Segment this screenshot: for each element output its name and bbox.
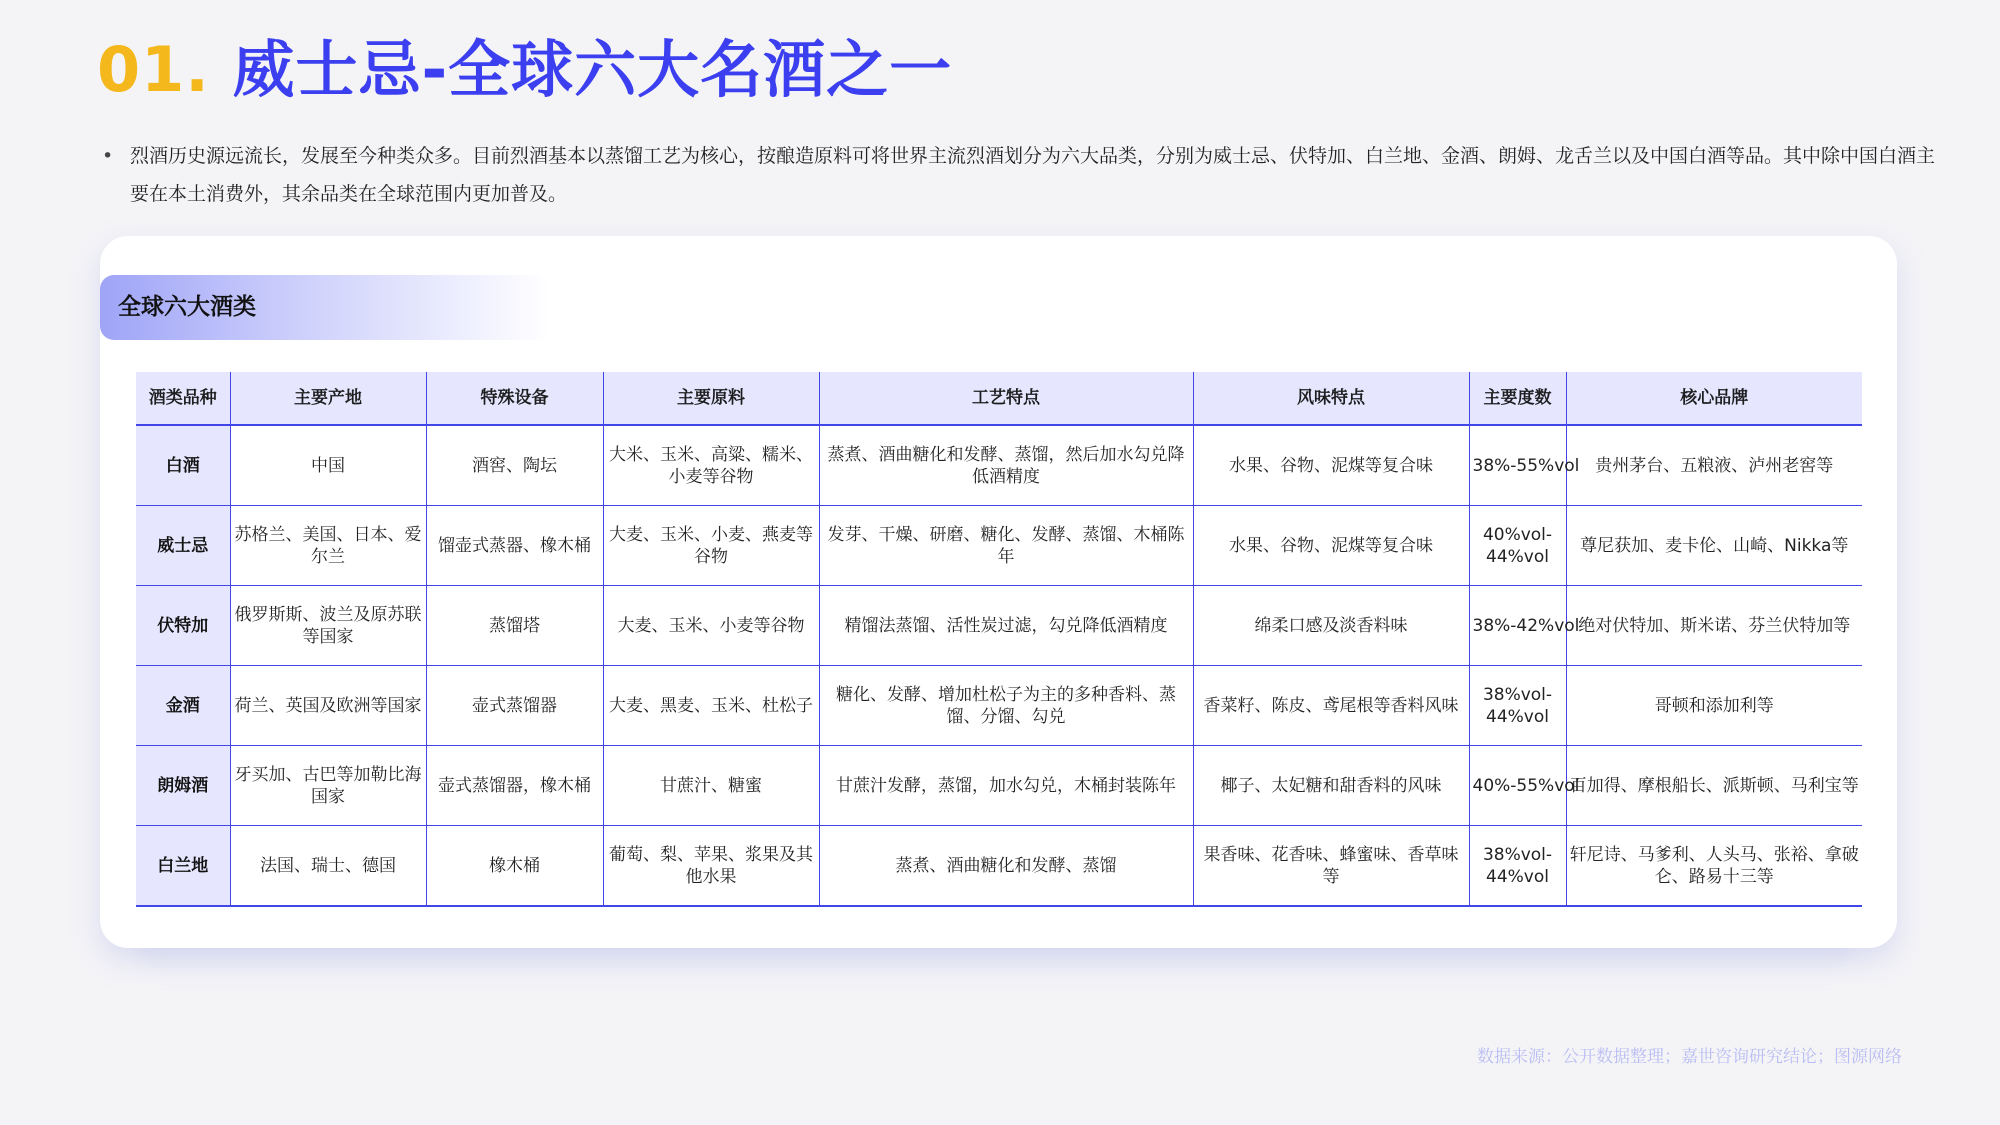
table-cell: 蒸煮、酒曲糖化和发酵、蒸馏，然后加水勾兑降低酒精度 bbox=[819, 425, 1193, 506]
table-cell: 苏格兰、美国、日本、爱尔兰 bbox=[230, 506, 426, 586]
intro-text: 烈酒历史源远流长，发展至今种类众多。目前烈酒基本以蒸馏工艺为核心，按酿造原料可将世界主流烈酒划分为六大品类，分别为威士忌、伏特加、白兰地、金酒、朗姆、龙舌兰以及中国白酒等品。其中除中国白酒主要在本土消费外，其余品类在全球范围内更加普及。 bbox=[130, 145, 1936, 205]
table-cell: 糖化、发酵、增加杜松子为主的多种香料、蒸馏、分馏、勾兑 bbox=[819, 666, 1193, 746]
table-cell: 精馏法蒸馏、活性炭过滤，勾兑降低酒精度 bbox=[819, 586, 1193, 666]
table-cell: 发芽、干燥、研磨、糖化、发酵、蒸馏、木桶陈年 bbox=[819, 506, 1193, 586]
table-cell: 38%vol-44%vol bbox=[1469, 666, 1566, 746]
table-cell: 百加得、摩根船长、派斯顿、马利宝等 bbox=[1566, 746, 1862, 826]
table-row bbox=[136, 425, 1862, 506]
table-cell: 朗姆酒 bbox=[136, 746, 230, 826]
table-cell: 壶式蒸馏器，橡木桶 bbox=[426, 746, 603, 826]
table-cell: 金酒 bbox=[136, 666, 230, 746]
table-cell: 甘蔗汁、糖蜜 bbox=[603, 746, 819, 826]
table-cell: 水果、谷物、泥煤等复合味 bbox=[1193, 506, 1469, 586]
table-cell: 大米、玉米、高粱、糯米、小麦等谷物 bbox=[603, 425, 819, 506]
table-cell: 酒窖、陶坛 bbox=[426, 425, 603, 506]
header-cell: 主要原料 bbox=[603, 372, 819, 425]
data-source-note: 数据来源：公开数据整理；嘉世咨询研究结论；图源网络 bbox=[1477, 1047, 1902, 1067]
table-cell: 大麦、玉米、小麦等谷物 bbox=[603, 586, 819, 666]
section-tag bbox=[100, 275, 550, 340]
header-cell: 主要度数 bbox=[1469, 372, 1566, 425]
table-cell: 馏壶式蒸器、橡木桶 bbox=[426, 506, 603, 586]
table-cell: 蒸煮、酒曲糖化和发酵、蒸馏 bbox=[819, 826, 1193, 907]
table-cell: 白酒 bbox=[136, 425, 230, 506]
table-cell: 40%-55%vol bbox=[1469, 746, 1566, 826]
table-cell: 尊尼获加、麦卡伦、山崎、Nikka等 bbox=[1566, 506, 1862, 586]
table-cell: 白兰地 bbox=[136, 826, 230, 907]
table-cell: 香菜籽、陈皮、鸢尾根等香料风味 bbox=[1193, 666, 1469, 746]
header-cell: 核心品牌 bbox=[1566, 372, 1862, 425]
table-cell: 葡萄、梨、苹果、浆果及其他水果 bbox=[603, 826, 819, 907]
table-cell: 威士忌 bbox=[136, 506, 230, 586]
table-cell: 绝对伏特加、斯米诺、芬兰伏特加等 bbox=[1566, 586, 1862, 666]
table-cell: 椰子、太妃糖和甜香料的风味 bbox=[1193, 746, 1469, 826]
table-cell: 哥顿和添加利等 bbox=[1566, 666, 1862, 746]
table-cell: 大麦、黑麦、玉米、杜松子 bbox=[603, 666, 819, 746]
table-row bbox=[136, 826, 1862, 907]
table-cell: 蒸馏塔 bbox=[426, 586, 603, 666]
header-cell: 主要产地 bbox=[230, 372, 426, 425]
header-cell: 风味特点 bbox=[1193, 372, 1469, 425]
table-cell: 绵柔口感及淡香料味 bbox=[1193, 586, 1469, 666]
table-cell: 甘蔗汁发酵，蒸馏，加水勾兑，木桶封装陈年 bbox=[819, 746, 1193, 826]
table-cell: 大麦、玉米、小麦、燕麦等谷物 bbox=[603, 506, 819, 586]
bullet-icon: • bbox=[102, 145, 114, 167]
intro-paragraph bbox=[102, 137, 1942, 213]
table-cell: 俄罗斯斯、波兰及原苏联等国家 bbox=[230, 586, 426, 666]
table-cell: 水果、谷物、泥煤等复合味 bbox=[1193, 425, 1469, 506]
table-cell: 荷兰、英国及欧洲等国家 bbox=[230, 666, 426, 746]
table-cell: 壶式蒸馏器 bbox=[426, 666, 603, 746]
table-cell: 伏特加 bbox=[136, 586, 230, 666]
table-cell: 38%-55%vol bbox=[1469, 425, 1566, 506]
table-cell: 40%vol-44%vol bbox=[1469, 506, 1566, 586]
table-row bbox=[136, 666, 1862, 746]
table-cell: 果香味、花香味、蜂蜜味、香草味等 bbox=[1193, 826, 1469, 907]
header-cell: 工艺特点 bbox=[819, 372, 1193, 425]
title-number: 01. bbox=[97, 33, 210, 106]
table-row bbox=[136, 746, 1862, 826]
table-header-row bbox=[136, 372, 1862, 425]
header-cell: 特殊设备 bbox=[426, 372, 603, 425]
table-cell: 中国 bbox=[230, 425, 426, 506]
page-title bbox=[97, 30, 952, 110]
table-cell: 贵州茅台、五粮液、泸州老窖等 bbox=[1566, 425, 1862, 506]
table-row bbox=[136, 586, 1862, 666]
title-text: 威士忌-全球六大名酒之一 bbox=[232, 33, 953, 106]
table-cell: 轩尼诗、马爹利、人头马、张裕、拿破仑、路易十三等 bbox=[1566, 826, 1862, 907]
table-row bbox=[136, 506, 1862, 586]
liquor-table bbox=[136, 372, 1862, 907]
section-label: 全球六大酒类 bbox=[118, 294, 256, 320]
header-cell: 酒类品种 bbox=[136, 372, 230, 425]
table-cell: 38%-42%vol bbox=[1469, 586, 1566, 666]
table-cell: 牙买加、古巴等加勒比海国家 bbox=[230, 746, 426, 826]
table-cell: 法国、瑞士、德国 bbox=[230, 826, 426, 907]
table-cell: 橡木桶 bbox=[426, 826, 603, 907]
table-cell: 38%vol-44%vol bbox=[1469, 826, 1566, 907]
